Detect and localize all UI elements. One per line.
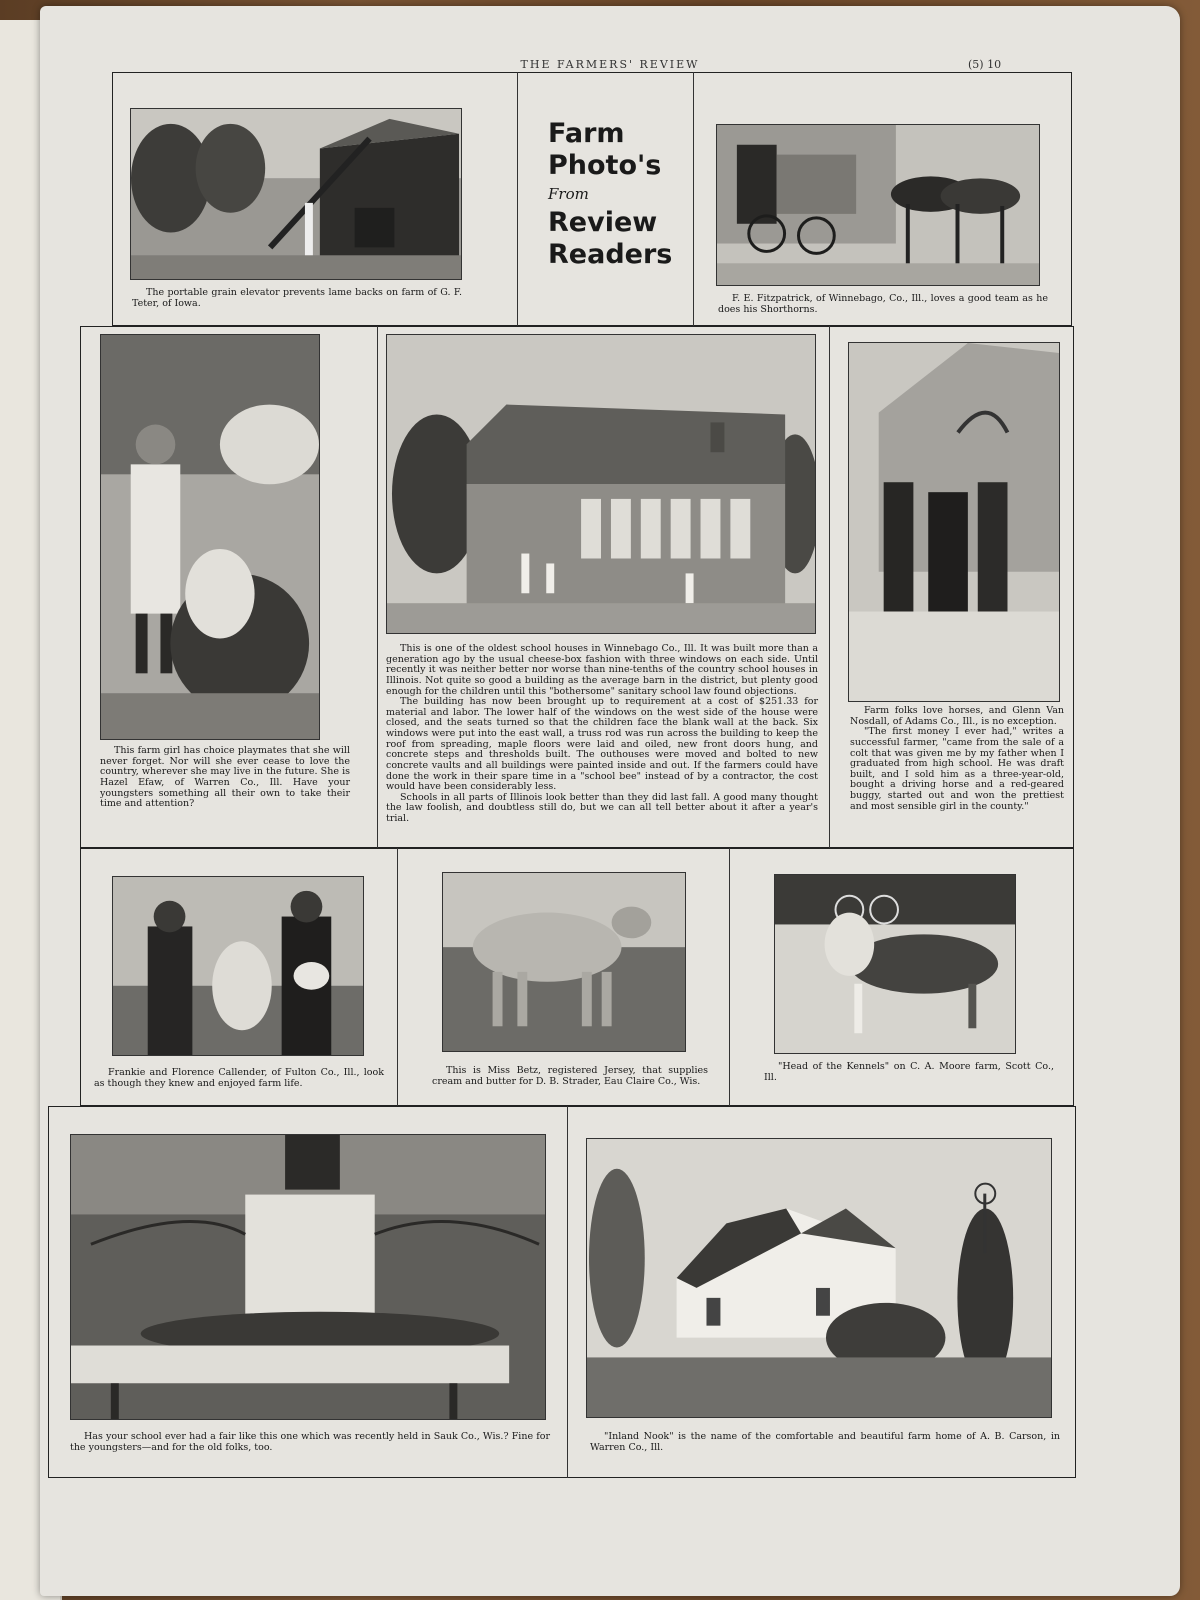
good-team-caption [718, 294, 1048, 315]
school-house-caption [386, 644, 818, 825]
school-fair-caption [70, 1432, 550, 1453]
cell-horses [830, 326, 1074, 848]
headline-line: Farm [548, 118, 625, 149]
publication-title: THE FARMERS' REVIEW [520, 58, 700, 71]
farm-girl-caption [100, 746, 350, 810]
grain-elevator-photo [130, 108, 462, 280]
caption-paragraph: The building has now been brought up to requirement at a cost of $251.33 for material and labor. The lower half of the windows on the west side of the house were closed, and the seats turned so that the children face the blank wall at the back. Six windows were put into the east wall, a truss rod was run across the building to keep the roof from spreading, maple floors were laid and oiled, new front doors hung, and concrete steps and thresholds built. The outhouses were moved and bolted to new concrete vaults and all buildings were painted inside and out. If the farmers could have done the work in their spare time in a "school bee" instead of by a contractor, the cost would have been considerably less. [386, 696, 818, 793]
cell-jersey [398, 848, 730, 1106]
section-headline [548, 118, 672, 271]
grain-elevator-caption [132, 288, 462, 309]
school-house-photo [386, 334, 816, 634]
newspaper-page [40, 6, 1180, 1596]
caption-text: Frankie and Florence Callender, of Fulton Co., Ill., look as though they knew and enjoyed farm life. [94, 1067, 384, 1089]
headline-line: Photo's [548, 149, 662, 181]
collie-dog-photo [774, 874, 1016, 1054]
cell-farm-girl [80, 326, 378, 848]
caption-text: This farm girl has choice playmates that she will never forget. Nor will she ever cease to love the country, wherever she may live in the future. She is Hazel Efaw, of Warren Co., Ill. Have your youngsters something all their own to take their time and attention? [100, 745, 350, 810]
headline-line: From [548, 184, 589, 203]
horse-team-photo [716, 124, 1040, 286]
caption-paragraph: "The first money I ever had," writes a successful farmer, "came from the sale of a colt that was given me by my father when I graduated from high school. He was draft built, and I sold him as a three-year-old, bought a driving horse and a red-geared buggy, started out and won the prettiest and most sensible girl in the county." [850, 726, 1064, 812]
caption-text: F. E. Fitzpatrick, of Winnebago, Co., Ill., loves a good team as he does his Shorthorns. [718, 293, 1048, 315]
headline-line: Review [548, 207, 658, 239]
cell-inland-nook [568, 1106, 1076, 1478]
caption-text: "Inland Nook" is the name of the comfortable and beautiful farm home of A. B. Carson, in Warren Co., Ill. [590, 1431, 1060, 1453]
jersey-caption [432, 1066, 708, 1087]
caption-paragraph: Farm folks love horses, and Glenn Van Nosdall, of Adams Co., Ill., is no exception. [850, 705, 1064, 727]
caption-text: This is Miss Betz, registered Jersey, that supplies cream and butter for D. B. Strader, Eau Claire Co., Wis. [432, 1065, 708, 1087]
farm-home-photo [586, 1138, 1052, 1418]
cell-headline [518, 72, 694, 326]
jersey-cow-photo [442, 872, 686, 1052]
inland-nook-caption [590, 1432, 1060, 1453]
cell-good-team [694, 72, 1072, 326]
caption-text: "Head of the Kennels" on C. A. Moore farm, Scott Co., Ill. [764, 1061, 1054, 1083]
caption-text: The portable grain elevator prevents lame backs on farm of G. F. Teter, of Iowa. [132, 287, 462, 309]
horses-photo [848, 342, 1060, 702]
caption-paragraph: This is one of the oldest school houses in Winnebago Co., Ill. It was built more than a generation ago by the usual cheese-box fashion with three windows on each side. Until recently it was neither better nor worse than nine-tenths of the country school houses in Illinois. Not quite so good a building as the average barn in the district, but plenty good enough for the children until this "bothersome" sanitary school law found objections. [386, 643, 818, 697]
page-number: (5) 10 [968, 58, 1002, 71]
cell-kennels [730, 848, 1074, 1106]
cell-school-house [378, 326, 830, 848]
callender-children-photo [112, 876, 364, 1056]
school-fair-photo [70, 1134, 546, 1420]
callender-caption [94, 1068, 384, 1089]
farm-girl-photo [100, 334, 320, 740]
horses-caption [850, 706, 1064, 812]
cell-school-fair [48, 1106, 568, 1478]
caption-paragraph: Schools in all parts of Illinois look better than they did last fall. A good many thought the law foolish, and doubtless still do, but we can all tell better about it after a year's trial. [386, 791, 818, 824]
kennels-caption [764, 1062, 1054, 1083]
cell-callender [80, 848, 398, 1106]
cell-grain-elevator [112, 72, 518, 326]
caption-text: Has your school ever had a fair like this one which was recently held in Sauk Co., Wis.? Fine for the youngsters—and for the old folks, too. [70, 1431, 550, 1453]
headline-line: Readers [548, 239, 673, 271]
